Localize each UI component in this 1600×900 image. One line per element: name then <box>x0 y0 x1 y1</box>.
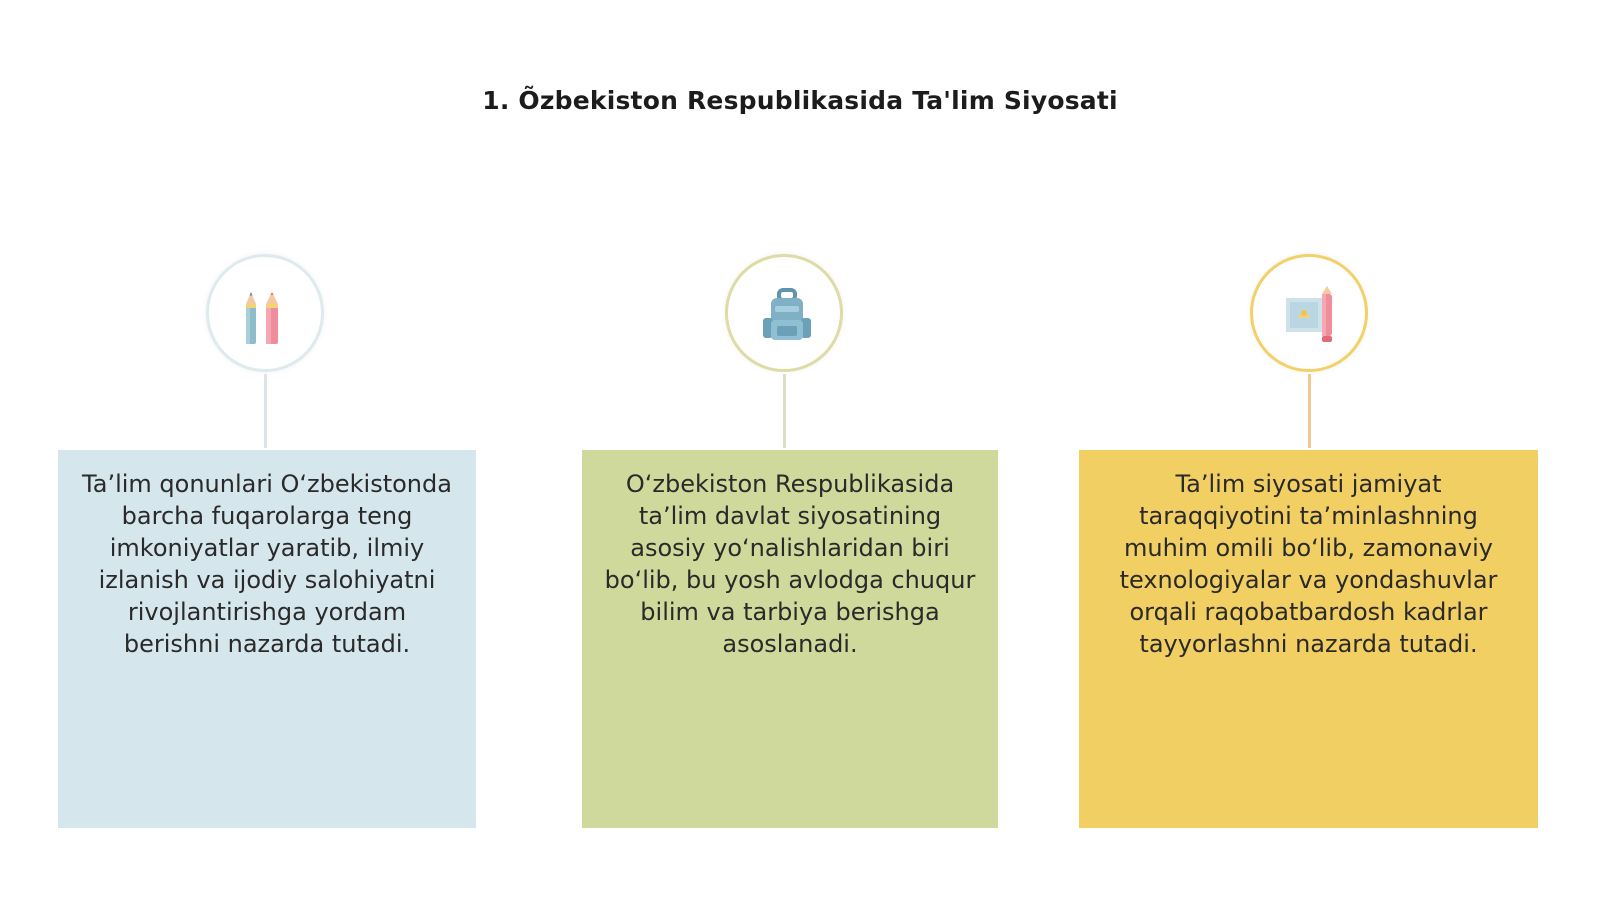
info-card-2 <box>582 450 998 828</box>
icon-circle-2 <box>725 254 843 372</box>
drawing-pencil-icon <box>1282 286 1342 346</box>
icon-circle-3 <box>1250 254 1368 372</box>
connector-line-3 <box>1308 374 1311 448</box>
card-1-text: Ta’lim qonunlari O‘zbekistonda barcha fuqarolarga teng imkoniyatlar yaratib, ilmiy izlanish va ijodiy salohiyatni rivojlantirishga yordam berishni nazarda tutadi. <box>82 470 452 658</box>
info-card-1 <box>58 450 476 828</box>
pencils-icon <box>238 286 294 346</box>
card-2-text: O‘zbekiston Respublikasida ta’lim davlat siyosatining asosiy yo‘nalishlaridan biri bo‘lib, bu yosh avlodga chuqur bilim va tarbiya berishga asoslanadi. <box>604 470 976 658</box>
backpack-icon <box>757 286 817 346</box>
connector-line-1 <box>264 374 267 448</box>
card-3-text: Ta’lim siyosati jamiyat taraqqiyotini ta’minlashning muhim omili bo‘lib, zamonaviy texnologiyalar va yondashuvlar orqali raqobatbardosh kadrlar tayyorlashni nazarda tutadi. <box>1119 470 1498 658</box>
info-card-3 <box>1079 450 1538 828</box>
icon-circle-1 <box>206 254 324 372</box>
connector-line-2 <box>783 374 786 448</box>
slide-title: 1. Õzbekiston Respublikasida Ta'lim Siyosati <box>482 86 1118 115</box>
